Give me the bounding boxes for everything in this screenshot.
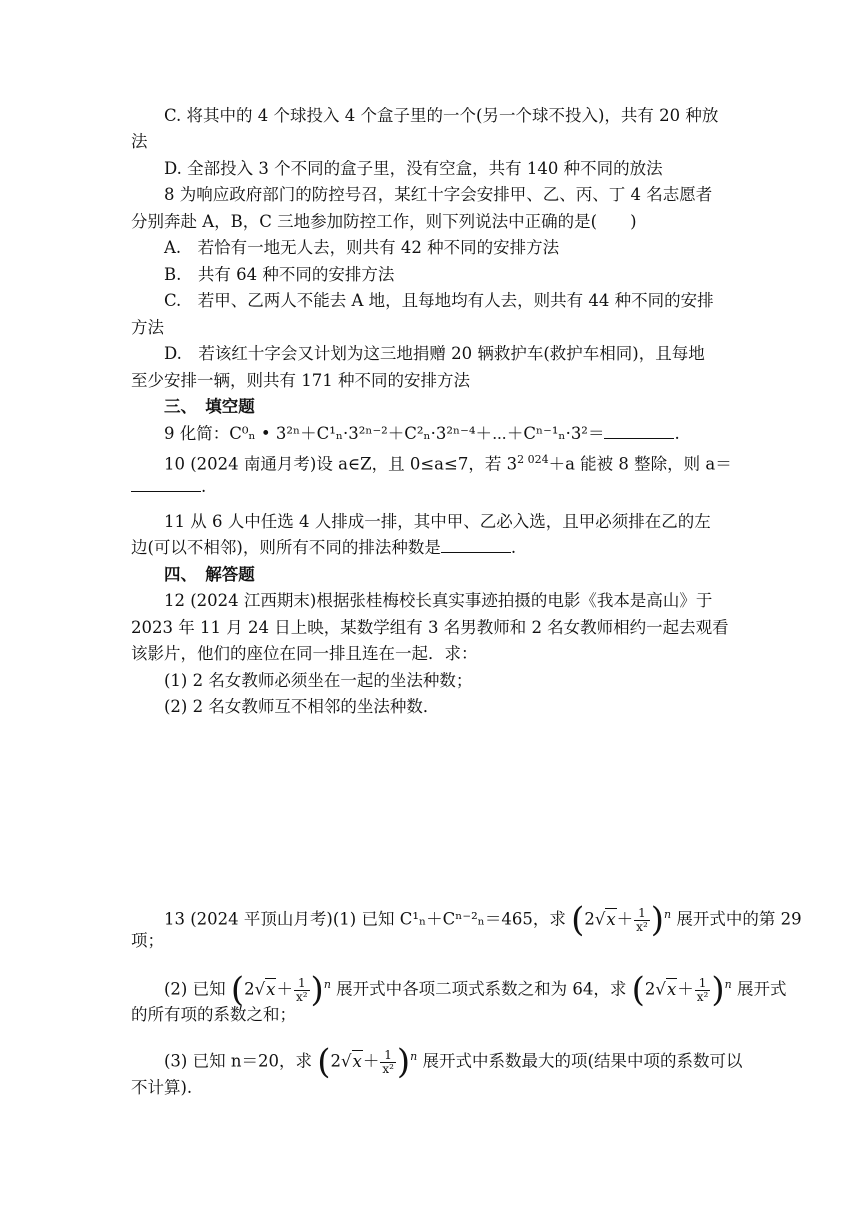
numerator: 1 [380, 1049, 396, 1063]
question-9 [164, 423, 680, 445]
left-paren: ( [631, 970, 645, 1010]
question-10-line1 [164, 449, 732, 476]
question-13-part2-line1 [164, 970, 787, 1010]
option-8b: B. 共有 64 种不同的安排方法 [164, 265, 395, 284]
option-8a: A. 若恰有一地无人去，则共有 42 种不同的安排方法 [164, 238, 560, 257]
answer-blank-9[interactable] [604, 424, 674, 439]
coefficient: 2 [330, 1051, 341, 1071]
question-13-line2: 项； [131, 931, 164, 950]
question-13-line1 [164, 900, 802, 940]
sqrt-icon: √ [594, 909, 606, 929]
question-9-expression: C⁰ₙ • 3²ⁿ＋C¹ₙ·3²ⁿ⁻²＋C²ₙ·3²ⁿ⁻⁴＋⋯＋Cⁿ⁻¹ₙ·3² [229, 424, 588, 443]
question-13-prefix: 13 (2024 平顶山月考)(1) 已知 [164, 909, 395, 929]
answer-blank-11[interactable] [441, 538, 511, 553]
question-10-period: . [201, 477, 207, 496]
part2-text-c: 展开式 [736, 979, 787, 999]
section-heading-solutions: 四、 解答题 [164, 565, 255, 584]
radicand: x [606, 909, 616, 929]
right-paren: ) [396, 1042, 411, 1082]
fraction [695, 977, 711, 1004]
question-13-part2-line2: 的所有项的系数之和； [131, 1005, 296, 1024]
question-12-line3: 该影片，他们的座位在同一排且连在一起．求： [131, 644, 478, 663]
question-13-part3-line1 [164, 1042, 743, 1082]
fraction [294, 977, 310, 1004]
option-7c-line1: C. 将其中的 4 个球投入 4 个盒子里的一个(另一个球不投入)，共有 20 种放 [164, 106, 719, 125]
question-13-condition: C¹ₙ＋Cⁿ⁻²ₙ [399, 909, 485, 929]
question-10-exponent: 2 024 [517, 453, 549, 466]
question-12-line1: 12 (2024 江西期末)根据张桂梅校长真实事迹拍摄的电影《我本是高山》于 [164, 591, 713, 610]
question-9-equals: ＝ [587, 424, 605, 443]
option-7c-line2: 法 [131, 132, 148, 151]
plus-sign: ＋ [276, 979, 293, 999]
question-12-line2: 2023 年 11 月 24 日上映，某数学组有 3 名男教师和 2 名女教师相约一起去观看 [131, 618, 729, 637]
question-10-line2 [131, 476, 206, 498]
question-9-period: . [674, 424, 680, 443]
part3-prefix: (3) 已知 n＝20，求 [164, 1051, 312, 1071]
question-11-period: . [510, 538, 517, 557]
plus-sign: ＋ [616, 909, 634, 929]
denominator: x² [382, 1061, 394, 1076]
coefficient: 2 [244, 979, 255, 999]
question-8-line1: 8 为响应政府部门的防控号召，某红十字会安排甲、乙、丙、丁 4 名志愿者 [164, 185, 713, 204]
option-8d-line2: 至少安排一辆，则共有 171 种不同的安排方法 [131, 371, 470, 390]
exponent-n: n [410, 1050, 418, 1063]
denominator: x² [636, 919, 648, 934]
question-11-line1: 11 从 6 人中任选 4 人排成一排，其中甲、乙必入选，且甲必须排在乙的左 [164, 512, 711, 531]
question-9-prefix: 9 化简： [164, 424, 230, 443]
radicand: x [666, 979, 677, 999]
fraction [634, 907, 650, 934]
right-paren: ) [711, 970, 725, 1010]
right-paren: ) [310, 970, 324, 1010]
question-11-line2 [131, 537, 516, 559]
coefficient: 2 [644, 979, 656, 999]
denominator: x² [696, 989, 709, 1004]
question-12-part2: (2) 2 名女教师互不相邻的坐法种数． [164, 697, 440, 716]
option-7d: D. 全部投入 3 个不同的盒子里，没有空盒，共有 140 种不同的放法 [164, 159, 663, 178]
numerator: 1 [695, 977, 711, 991]
section-heading-fill-in: 三、 填空题 [164, 397, 255, 416]
sqrt-icon: √ [655, 979, 666, 999]
question-11-text: 边(可以不相邻)，则所有不同的排法种数是 [131, 538, 441, 557]
left-paren: ( [571, 900, 585, 940]
plus-sign: ＋ [677, 979, 694, 999]
binomial-expression [571, 900, 672, 940]
binomial-expression [230, 970, 331, 1010]
left-paren: ( [317, 1042, 331, 1082]
radicand: x [352, 1051, 362, 1071]
fraction [380, 1049, 396, 1076]
exponent-n: n [323, 978, 331, 991]
part3-text-b: 展开式中系数最大的项(结果中项的系数可以 [422, 1051, 743, 1071]
binomial-expression [631, 970, 732, 1010]
option-8c-line2: 方法 [131, 318, 164, 337]
question-10-text: 10 (2024 南通月考)设 a∈Z，且 0≤a≤7，若 3 [164, 454, 518, 474]
option-8d-line1: D. 若该红十字会又计划为这三地捐赠 20 辆救护车(救护车相同)，且每地 [164, 344, 705, 363]
exponent-n: n [724, 978, 732, 991]
question-13-text-c: 展开式中的第 29 [676, 909, 802, 929]
numerator: 1 [634, 907, 650, 921]
exponent-n: n [664, 908, 672, 921]
numerator: 1 [294, 977, 310, 991]
question-10-text-b: ＋a 能被 8 整除，则 a＝ [548, 454, 732, 474]
question-13-part3-line2: 不计算). [131, 1078, 193, 1097]
part2-prefix: (2) 已知 [164, 979, 226, 999]
question-8-line2: 分别奔赴 A，B，C 三地参加防控工作，则下列说法中正确的是( ) [131, 212, 637, 231]
sqrt-icon: √ [254, 979, 266, 999]
question-13-text-b: ＝465，求 [484, 909, 566, 929]
coefficient: 2 [584, 909, 595, 929]
left-paren: ( [230, 970, 245, 1010]
right-paren: ) [650, 900, 665, 940]
sqrt-icon: √ [341, 1051, 352, 1071]
answer-blank-10[interactable] [131, 477, 201, 492]
radicand: x [266, 979, 276, 999]
denominator: x² [295, 989, 308, 1004]
question-12-part1: (1) 2 名女教师必须坐在一起的坐法种数； [164, 671, 473, 690]
binomial-expression [317, 1042, 418, 1082]
part2-text-b: 展开式中各项二项式系数之和为 64，求 [336, 979, 627, 999]
option-8c-line1: C. 若甲、乙两人不能去 A 地，且每地均有人去，则共有 44 种不同的安排 [164, 291, 714, 310]
plus-sign: ＋ [362, 1051, 380, 1071]
